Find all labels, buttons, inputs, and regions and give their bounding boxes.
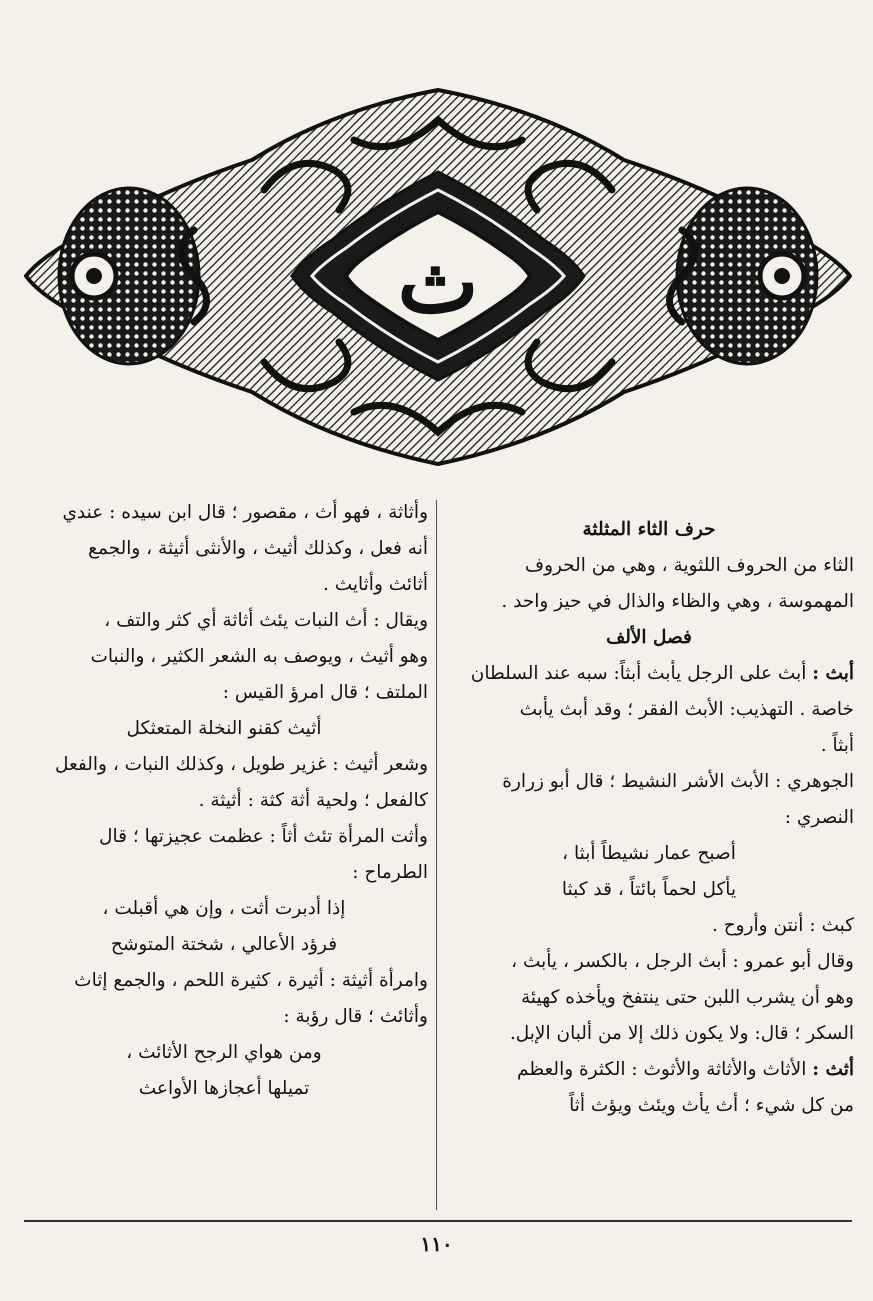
entry-line: أبثاً . <box>820 735 854 756</box>
entry-headword: أثث : <box>812 1059 854 1080</box>
entry-line: من كل شيء ؛ أث يأث ويئث ويؤث أثاً <box>569 1095 854 1116</box>
entry-text: الأثاث والأثاثة والأثوث : الكثرة والعظم <box>517 1059 807 1080</box>
chapter-title: فصل الألف <box>606 627 692 648</box>
entry-line: وأثائث ؛ قال رؤبة : <box>283 1006 428 1027</box>
verse-line: تميلها أعجازها الأواعث <box>138 1078 310 1099</box>
entry-line: وأثت المرأة تئث أثاً : عظمت عجيزتها ؛ قال <box>99 826 428 847</box>
entry-line: النصري : <box>784 807 854 828</box>
entry-line: كبث : أنتن وأروح . <box>711 915 854 936</box>
left-column <box>20 495 428 1107</box>
verse-line: أثيث كقنو النخلة المتعثكل <box>126 718 322 739</box>
intro-line: المهموسة ، وهي والظاء والذال في حيز واحد . <box>501 591 854 612</box>
page-number: ١١٠ <box>420 1232 453 1256</box>
entry-abt <box>444 656 854 692</box>
entry-line: ويقال : أث النبات يئث أثاثة أي كثر والتف ، <box>104 610 428 631</box>
entry-line: وقال أبو عمرو : أبث الرجل ، بالكسر ، يأبث ، <box>511 951 854 972</box>
entry-text: أبث على الرجل يأبث أبثاً: سبه عند السلطان <box>470 663 807 684</box>
entry-line: خاصة . التهذيب: الأبث الفقر ؛ وقد أبث يأبث <box>519 699 854 720</box>
entry-athth <box>444 1052 854 1088</box>
ornament-letter: ث <box>397 232 479 333</box>
entry-line: الطرماح : <box>352 862 428 883</box>
entry-line: أثائث وأثايث . <box>322 574 428 595</box>
entry-line: وأثاثة ، فهو أث ، مقصور ؛ قال ابن سيده : عندي <box>62 502 428 523</box>
entry-line: الملتف ؛ قال امرؤ القيس : <box>222 682 428 703</box>
arabesque-ornament <box>24 80 852 472</box>
entry-line: وشعر أثيث : غزير طويل ، وكذلك النبات ، والفعل <box>54 754 428 775</box>
verse-line: أصبح عمار نشيطاً أبثا ، <box>562 843 736 864</box>
entry-line: وهو أثيث ، ويوصف به الشعر الكثير ، والنبات <box>90 646 428 667</box>
entry-line: الجوهري : الأبث الأشر النشيط ؛ قال أبو زرارة <box>502 771 854 792</box>
entry-line: كالفعل ؛ ولحية أثة كثة : أثيثة . <box>198 790 428 811</box>
right-column <box>444 512 854 1124</box>
entry-line: وهو أن يشرب اللبن حتى ينتفخ ويأخذه كهيئة <box>520 987 854 1008</box>
entry-line: وامرأة أثيثة : أثيرة ، كثيرة اللحم ، والجمع إثاث <box>74 970 428 991</box>
entry-line: أنه فعل ، وكذلك أثيث ، والأنثى أثيثة ، والجمع <box>88 538 428 559</box>
verse-line: فرؤد الأعالي ، شختة المتوشح <box>110 934 338 955</box>
section-title: حرف الثاء المثلثة <box>582 519 716 540</box>
verse-line: يأكل لحماً بائتاً ، قد كبثا <box>561 879 737 900</box>
footer-rule <box>24 1220 852 1222</box>
intro-line: الثاء من الحروف اللثوية ، وهي من الحروف <box>524 555 854 576</box>
verse-line: إذا أدبرت أثت ، وإن هي أقبلت ، <box>102 898 346 919</box>
verse-line: ومن هواي الرجح الأثائث ، <box>126 1042 322 1063</box>
column-divider <box>436 500 437 1210</box>
entry-line: السكر ؛ قال: ولا يكون ذلك إلا من ألبان الإبل. <box>509 1023 854 1044</box>
entry-headword: أبث : <box>812 663 854 684</box>
